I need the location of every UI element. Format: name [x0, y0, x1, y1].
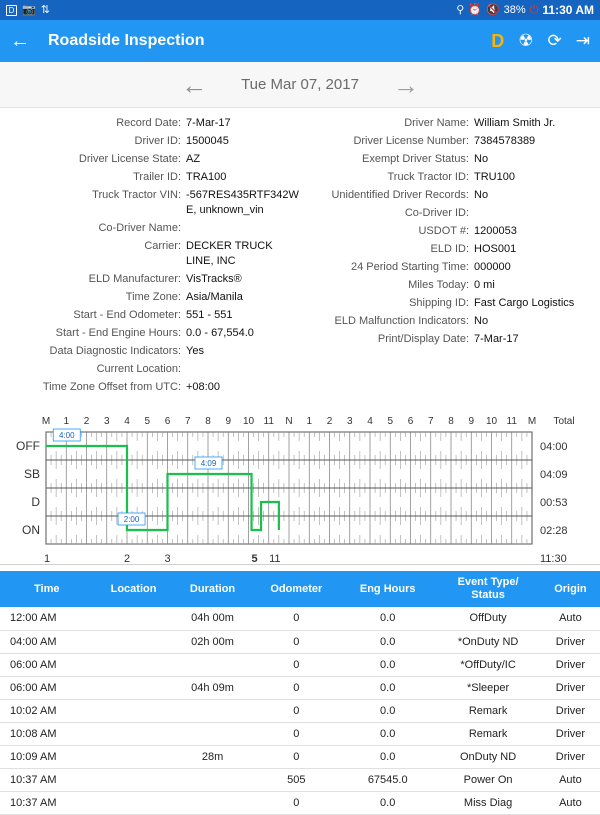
cell-origin: Driver	[541, 722, 599, 745]
duty-status-graph	[0, 402, 600, 564]
status-bar-left-icons	[6, 5, 50, 16]
svg-text:OFF: OFF	[16, 439, 40, 453]
svg-text:2: 2	[123, 553, 131, 564]
svg-text:9: 9	[468, 416, 475, 427]
info-row	[0, 221, 300, 236]
cell-duration: 28m	[173, 745, 252, 768]
battery-icon: ⏻	[529, 3, 539, 16]
info-value: TRA100	[186, 171, 227, 183]
info-value: 1200053	[474, 225, 517, 237]
status-bar	[0, 0, 600, 20]
info-label: USDOT #:	[418, 225, 469, 237]
svg-text:4:00: 4:00	[58, 431, 75, 440]
svg-text:11:30: 11:30	[540, 553, 567, 564]
info-label: 24 Period Starting Time:	[350, 261, 469, 273]
cell-odometer: 0	[252, 745, 341, 768]
table-row[interactable]	[0, 745, 600, 768]
cell-eng_hours: 0.0	[341, 745, 435, 768]
photo-icon: 📷	[22, 3, 36, 16]
svg-text:3: 3	[103, 416, 110, 427]
info-row	[300, 224, 600, 239]
info-row	[0, 152, 300, 167]
info-label: Exempt Driver Status:	[362, 153, 469, 165]
info-value	[186, 221, 300, 236]
svg-text:5: 5	[251, 553, 258, 564]
info-value: +08:00	[186, 381, 220, 393]
cell-duration	[173, 791, 252, 814]
cell-odometer: 0	[252, 653, 341, 676]
cell-eng_hours: 0.0	[341, 699, 435, 722]
info-value: TRU100	[474, 171, 515, 183]
info-row	[300, 332, 600, 347]
current-date-label: Tue Mar 07, 2017	[241, 76, 359, 93]
svg-text:4: 4	[124, 416, 130, 427]
cell-event: *OffDuty/IC	[435, 653, 542, 676]
app-bar	[0, 20, 600, 62]
info-label: Miles Today:	[408, 279, 469, 291]
cell-odometer: 0	[252, 791, 341, 814]
cell-location	[94, 607, 173, 630]
info-label: Shipping ID:	[409, 297, 469, 309]
cell-duration	[173, 768, 252, 791]
cell-event: *Sleeper	[435, 676, 542, 699]
info-label: Start - End Engine Hours:	[55, 327, 181, 339]
status-bar-right-icons	[456, 3, 594, 17]
svg-text:1: 1	[43, 553, 51, 564]
info-label: Print/Display Date:	[377, 333, 469, 345]
svg-text:Total: Total	[553, 416, 575, 427]
cell-eng_hours: 67545.0	[341, 768, 435, 791]
cell-location	[94, 722, 173, 745]
cell-time: 06:00 AM	[0, 676, 94, 699]
table-header-row	[0, 571, 600, 607]
cell-time: 10:08 AM	[0, 722, 94, 745]
info-row	[0, 362, 300, 377]
info-row	[300, 206, 600, 221]
cell-odometer: 0	[252, 699, 341, 722]
info-value: 000000	[474, 261, 511, 273]
cell-eng_hours: 0.0	[341, 653, 435, 676]
sync-icon: ⇅	[40, 3, 50, 16]
info-label: Truck Tractor VIN:	[92, 189, 181, 201]
info-label: Start - End Odometer:	[73, 309, 181, 321]
info-row	[300, 278, 600, 293]
cell-event: Power On	[435, 768, 542, 791]
location-icon: ⚲	[456, 3, 465, 16]
inspection-info	[0, 108, 600, 402]
svg-text:M: M	[41, 416, 51, 427]
table-row[interactable]	[0, 676, 600, 699]
info-row	[0, 239, 300, 269]
cell-origin: Auto	[541, 607, 599, 630]
exit-icon[interactable]: ⇥	[575, 31, 590, 50]
info-value: Yes	[186, 345, 204, 357]
info-value: No	[474, 315, 489, 327]
info-row	[300, 152, 600, 167]
info-row	[300, 188, 600, 203]
cell-duration: 04h 00m	[173, 607, 252, 630]
svg-text:10: 10	[485, 416, 498, 427]
info-row	[0, 134, 300, 149]
cell-location	[94, 791, 173, 814]
cell-origin: Auto	[541, 768, 599, 791]
page-title: Roadside Inspection	[48, 32, 205, 49]
info-value: Fast Cargo Logistics	[474, 297, 575, 309]
cell-eng_hours: 0.0	[341, 676, 435, 699]
cell-time: 10:37 AM	[0, 768, 94, 791]
info-value: No	[474, 189, 489, 201]
info-label: Record Date:	[116, 117, 181, 129]
info-value: AZ	[186, 153, 201, 165]
svg-text:7: 7	[184, 416, 191, 427]
svg-text:N: N	[285, 416, 293, 427]
app-bar-actions	[491, 31, 590, 52]
svg-text:11: 11	[263, 416, 274, 427]
info-row	[300, 296, 600, 311]
cell-event: Remark	[435, 699, 542, 722]
cell-eng_hours: 0.0	[341, 607, 435, 630]
cell-eng_hours: 0.0	[341, 630, 435, 653]
cell-origin: Driver	[541, 699, 599, 722]
svg-text:10: 10	[242, 416, 255, 427]
table-row[interactable]	[0, 630, 600, 653]
column-header-time: Time	[0, 571, 94, 607]
svg-text:D: D	[31, 495, 40, 509]
info-label: Current Location:	[96, 363, 181, 375]
svg-text:5: 5	[387, 416, 394, 427]
refresh-icon[interactable]: ⟳	[547, 31, 562, 50]
cell-duration	[173, 722, 252, 745]
info-value: 7-Mar-17	[474, 333, 519, 345]
info-label: Driver ID:	[134, 135, 181, 147]
info-column-right	[300, 116, 600, 398]
cell-odometer: 505	[252, 768, 341, 791]
broadcast-icon[interactable]: ☢	[518, 31, 534, 50]
info-row	[300, 116, 600, 131]
svg-text:04:00: 04:00	[540, 441, 568, 453]
svg-text:6: 6	[407, 416, 414, 427]
table-row[interactable]	[0, 699, 600, 722]
info-value: 0.0 - 67,554.0	[186, 327, 254, 339]
info-row	[300, 170, 600, 185]
info-value: VisTracks®	[186, 273, 242, 285]
svg-text:00:53: 00:53	[540, 497, 568, 509]
svg-text:2: 2	[326, 416, 333, 427]
info-row	[0, 326, 300, 341]
cell-origin: Auto	[541, 791, 599, 814]
cell-time: 04:00 AM	[0, 630, 94, 653]
cell-event: OnDuty ND	[435, 745, 542, 768]
info-label: Time Zone Offset from UTC:	[42, 381, 181, 393]
svg-text:M: M	[527, 416, 537, 427]
cell-location	[94, 676, 173, 699]
table-row[interactable]	[0, 722, 600, 745]
cell-origin: Driver	[541, 676, 599, 699]
cell-event: Miss Diag	[435, 791, 542, 814]
info-label: ELD ID:	[430, 243, 469, 255]
cell-duration	[173, 699, 252, 722]
info-value	[186, 362, 300, 377]
column-header-odometer: Odometer	[252, 571, 341, 607]
prev-day-button[interactable]: ←	[181, 69, 208, 100]
info-value: 1500045	[186, 135, 229, 147]
info-row	[300, 242, 600, 257]
date-navigator	[0, 62, 600, 108]
cell-location	[94, 768, 173, 791]
cell-location	[94, 699, 173, 722]
d-letter-icon[interactable]: D	[491, 30, 505, 51]
info-label: Co-Driver ID:	[404, 207, 469, 219]
cell-time: 10:37 AM	[0, 791, 94, 814]
cell-event: *OnDuty ND	[435, 630, 542, 653]
info-row	[300, 314, 600, 329]
info-label: Time Zone:	[125, 291, 181, 303]
event-log-table	[0, 564, 600, 815]
cell-duration: 04h 09m	[173, 676, 252, 699]
svg-text:2:00: 2:00	[123, 515, 140, 524]
info-label: Unidentified Driver Records:	[331, 189, 469, 201]
svg-text:11: 11	[506, 416, 517, 427]
back-button[interactable]: ←	[10, 29, 30, 52]
info-row	[0, 290, 300, 305]
info-label: Truck Tractor ID:	[387, 171, 469, 183]
cell-time: 10:02 AM	[0, 699, 94, 722]
info-label: Driver License State:	[78, 153, 181, 165]
column-header-eng-hours: Eng Hours	[341, 571, 435, 607]
column-header-duration: Duration	[173, 571, 252, 607]
cell-odometer: 0	[252, 630, 341, 653]
info-value: -567RES435RTF342WE, unknown_vin	[186, 189, 299, 216]
cell-location	[94, 653, 173, 676]
info-label: Carrier:	[144, 240, 181, 252]
svg-text:3: 3	[346, 416, 353, 427]
cell-odometer: 0	[252, 607, 341, 630]
svg-text:11: 11	[269, 553, 281, 564]
cell-odometer: 0	[252, 722, 341, 745]
info-label: ELD Malfunction Indicators:	[334, 315, 469, 327]
d-badge-icon: D	[6, 5, 17, 16]
alarm-icon: ⏰	[468, 3, 482, 16]
info-value: 7384578389	[474, 135, 536, 147]
info-row	[0, 308, 300, 323]
column-header-event-type: Event Type/ Status	[435, 571, 542, 607]
info-row	[0, 116, 300, 131]
next-day-button[interactable]: →	[392, 69, 419, 100]
info-row	[0, 170, 300, 185]
cell-time: 06:00 AM	[0, 653, 94, 676]
info-label: Driver License Number:	[353, 135, 469, 147]
cell-event: Remark	[435, 722, 542, 745]
cell-time: 10:09 AM	[0, 745, 94, 768]
svg-text:3: 3	[164, 553, 171, 564]
svg-text:1: 1	[306, 416, 313, 427]
info-value: No	[474, 153, 489, 165]
info-value: 0 mi	[474, 279, 495, 291]
svg-text:8: 8	[205, 416, 211, 427]
info-row	[0, 380, 300, 395]
info-value	[474, 206, 600, 221]
cell-location	[94, 630, 173, 653]
info-row	[300, 134, 600, 149]
cell-event: OffDuty	[435, 607, 542, 630]
cell-duration	[173, 653, 252, 676]
info-value: William Smith Jr.	[474, 117, 556, 129]
svg-text:02:28: 02:28	[540, 525, 568, 537]
column-header-origin: Origin	[541, 571, 599, 607]
column-header-location: Location	[94, 571, 173, 607]
cell-origin: Driver	[541, 630, 599, 653]
battery-percent: 38%	[503, 4, 526, 16]
table-row[interactable]	[0, 607, 600, 630]
cell-origin: Driver	[541, 653, 599, 676]
info-row	[0, 272, 300, 287]
cell-origin: Driver	[541, 745, 599, 768]
svg-text:5: 5	[144, 416, 151, 427]
info-row	[300, 260, 600, 275]
svg-text:4:09: 4:09	[200, 459, 217, 468]
svg-text:9: 9	[225, 416, 232, 427]
info-label: Trailer ID:	[133, 171, 181, 183]
table-row[interactable]	[0, 768, 600, 791]
info-column-left	[0, 116, 300, 398]
info-label: Co-Driver Name:	[98, 222, 181, 234]
svg-text:8: 8	[448, 416, 454, 427]
cell-duration: 02h 00m	[173, 630, 252, 653]
cell-time: 12:00 AM	[0, 607, 94, 630]
info-value: HOS001	[474, 243, 517, 255]
info-row	[0, 188, 300, 218]
info-value: DECKER TRUCK LINE, INC	[186, 240, 273, 267]
svg-text:ON: ON	[22, 523, 40, 537]
svg-text:1: 1	[63, 416, 70, 427]
mute-icon: 🔇	[485, 3, 500, 16]
svg-text:4: 4	[367, 416, 373, 427]
info-value: 551 - 551	[186, 309, 233, 321]
info-label: Data Diagnostic Indicators:	[49, 345, 181, 357]
info-value: Asia/Manila	[186, 291, 243, 303]
svg-text:04:09: 04:09	[540, 469, 568, 481]
svg-text:2: 2	[83, 416, 90, 427]
info-label: ELD Manufacturer:	[88, 273, 181, 285]
info-label: Driver Name:	[404, 117, 469, 129]
svg-text:7: 7	[427, 416, 434, 427]
clock-label: 11:30 AM	[542, 3, 594, 17]
cell-eng_hours: 0.0	[341, 722, 435, 745]
table-row[interactable]	[0, 791, 600, 814]
svg-text:6: 6	[164, 416, 171, 427]
cell-odometer: 0	[252, 676, 341, 699]
info-value: 7-Mar-17	[186, 117, 231, 129]
info-row	[0, 344, 300, 359]
cell-eng_hours: 0.0	[341, 791, 435, 814]
cell-location	[94, 745, 173, 768]
table-row[interactable]	[0, 653, 600, 676]
graph-canvas[interactable]	[8, 404, 592, 564]
svg-text:SB: SB	[23, 467, 40, 481]
